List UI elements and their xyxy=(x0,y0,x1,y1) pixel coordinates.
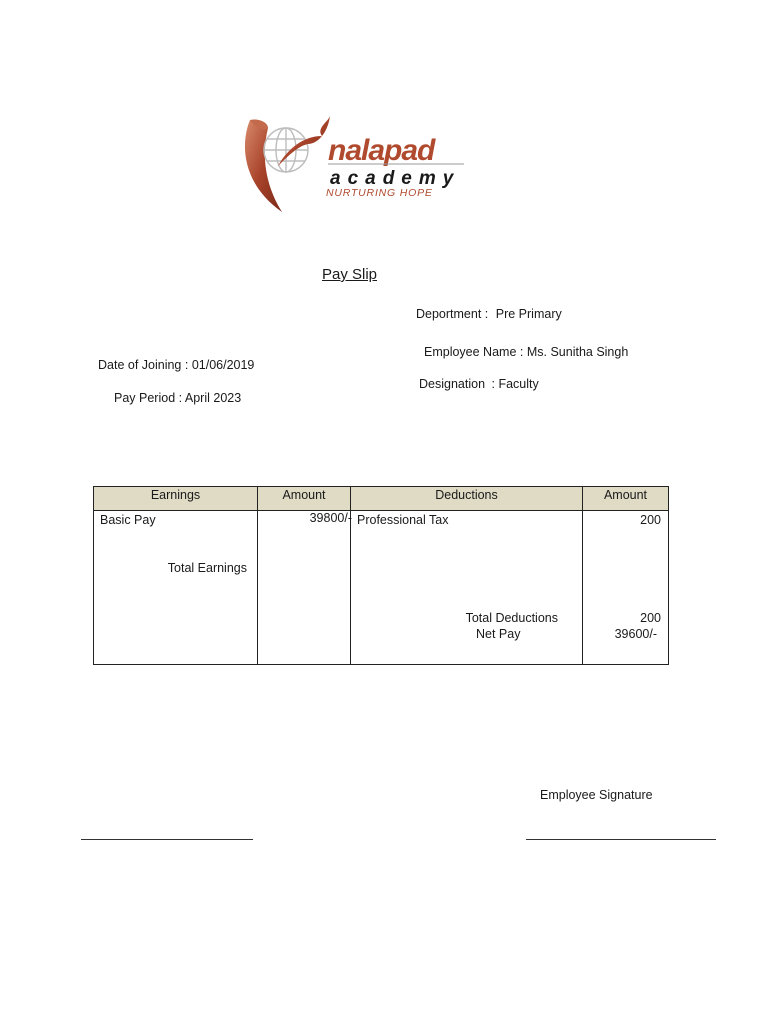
designation-label: Designation xyxy=(419,377,486,391)
header-earnings: Earnings xyxy=(94,487,258,511)
header-deductions-amount: Amount xyxy=(583,487,669,511)
doj-value: 01/06/2019 xyxy=(191,358,255,372)
employee-name-field xyxy=(424,345,628,359)
total-deductions-value: 200 xyxy=(640,611,661,625)
deduction-label: Professional Tax xyxy=(357,513,449,527)
earnings-amount-cell xyxy=(258,511,351,665)
nalapad-academy-logo xyxy=(238,114,470,218)
earnings-cell xyxy=(94,511,258,665)
designation-field xyxy=(419,377,539,391)
pay-period-field xyxy=(114,391,241,405)
deduction-amount: 200 xyxy=(640,513,661,527)
deductions-cell xyxy=(351,511,583,665)
table-header-row xyxy=(94,487,669,511)
date-of-joining-field xyxy=(98,358,254,372)
department-value: Pre Primary xyxy=(495,307,562,321)
department-label: Deportment : xyxy=(416,307,489,321)
employee-name-value: Ms. Sunitha Singh xyxy=(526,345,629,359)
authority-signature-line xyxy=(81,839,253,840)
earning-label: Basic Pay xyxy=(100,513,156,527)
header-earnings-amount: Amount xyxy=(258,487,351,511)
net-pay-value: 39600/- xyxy=(614,627,657,641)
pay-period-label: Pay Period xyxy=(114,391,176,405)
table-row xyxy=(94,511,669,665)
deductions-amount-cell xyxy=(583,511,669,665)
logo-emblem-icon xyxy=(238,114,470,218)
employee-name-label: Employee Name : xyxy=(424,345,524,359)
department-field xyxy=(416,307,562,321)
page-title: Pay Slip xyxy=(322,266,378,283)
pay-period-value: : April 2023 xyxy=(178,391,242,405)
total-earnings-label: Total Earnings xyxy=(167,561,247,575)
svg-text:nalapad: nalapad xyxy=(328,134,435,167)
header-deductions: Deductions xyxy=(351,487,583,511)
svg-text:academy: academy xyxy=(330,168,461,189)
doj-label: Date of Joining : xyxy=(98,358,189,372)
svg-text:NURTURING HOPE: NURTURING HOPE xyxy=(326,187,433,199)
employee-signature-label: Employee Signature xyxy=(540,788,653,802)
earning-amount: 39800/- xyxy=(309,511,352,525)
salary-table xyxy=(93,486,669,665)
total-deductions-label: Total Deductions xyxy=(465,611,558,625)
designation-value: : Faculty xyxy=(491,377,539,391)
employee-signature-line xyxy=(526,839,716,840)
net-pay-label: Net Pay xyxy=(476,627,521,641)
